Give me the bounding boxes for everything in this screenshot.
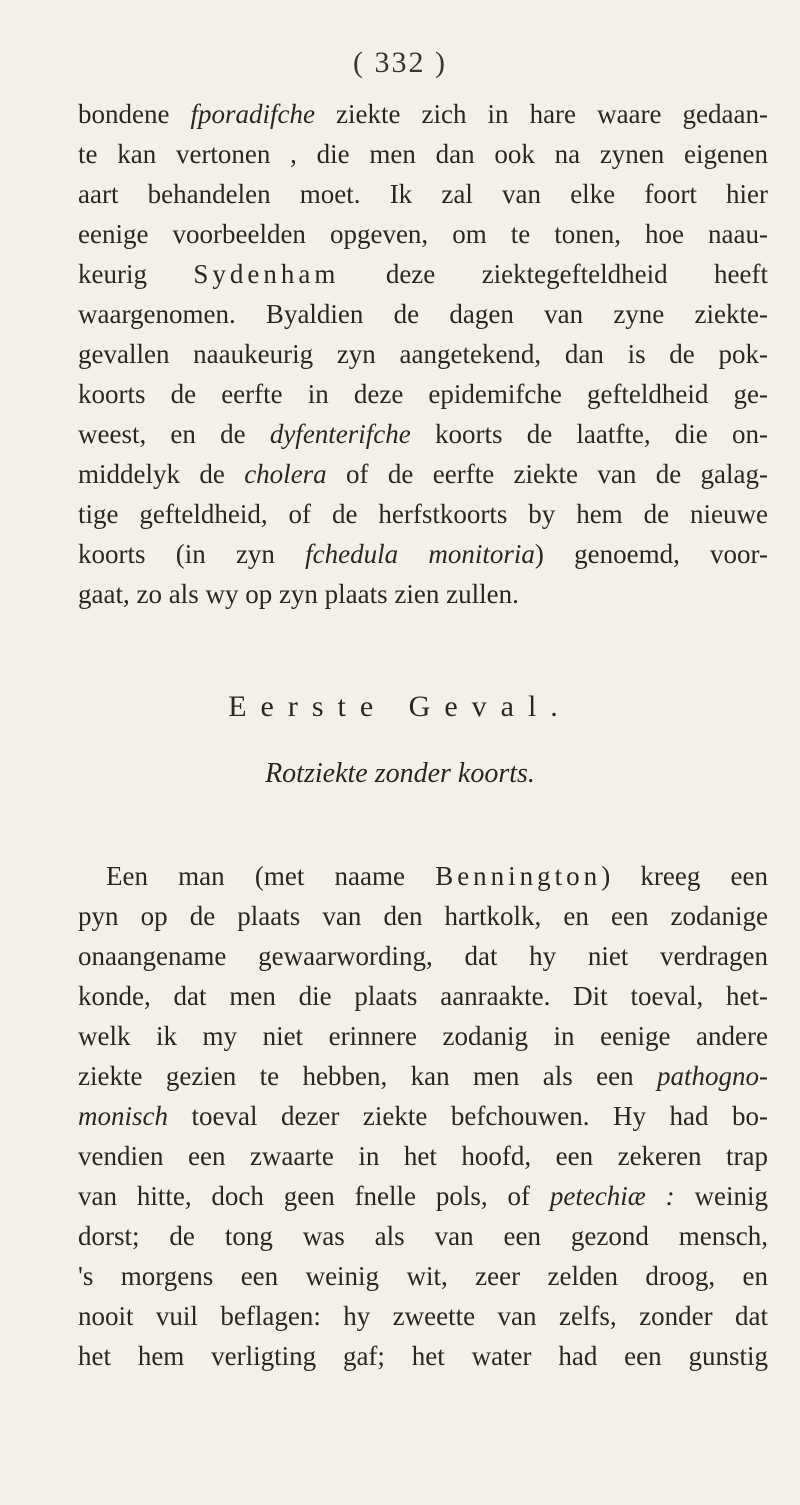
text-line: Een man (met naame Bennington) kreeg een <box>106 861 768 891</box>
text-line: gevallen naaukeurig zyn aangetekend, dan is de pok- <box>78 339 768 369</box>
text-line: keurig Sydenham deze ziektegefteldheid heeft <box>78 259 768 289</box>
text-line: ziekte gezien te hebben, kan men als een pathogno- <box>78 1061 768 1091</box>
text-line: welk ik my niet erinnere zodanig in eenige andere <box>78 1021 768 1051</box>
text-line: bondene fporadifche ziekte zich in hare waare gedaan- <box>78 99 768 129</box>
page-number: ( 332 ) <box>353 46 447 79</box>
text-line: konde, dat men die plaats aanraakte. Dit toeval, het- <box>78 981 768 1011</box>
text-line: 's morgens een weinig wit, zeer zelden droog, en <box>78 1261 768 1291</box>
text-line: onaangename gewaarwording, dat hy niet verdragen <box>78 941 768 971</box>
case-heading: Eerste Geval. <box>228 690 572 723</box>
paragraph-case <box>78 856 768 1376</box>
text-line: aart behandelen moet. Ik zal van elke foort hier <box>78 179 768 209</box>
text-line: gaat, zo als wy op zyn plaats zien zullen. <box>78 579 519 609</box>
case-subtitle: Rotziekte zonder koorts. <box>265 758 535 789</box>
text-line: van hitte, doch geen fnelle pols, of petechiæ : weinig <box>78 1181 768 1211</box>
text-line: waargenomen. Byaldien de dagen van zyne ziekte- <box>78 299 768 329</box>
text-line: vendien een zwaarte in het hoofd, een zekeren trap <box>78 1141 768 1171</box>
paragraph-intro <box>78 94 768 614</box>
text-line: te kan vertonen , die men dan ook na zynen eigenen <box>78 139 768 169</box>
text-line: eenige voorbeelden opgeven, om te tonen, hoe naau- <box>78 219 768 249</box>
patient-name: Bennington <box>435 861 602 891</box>
text-line: koorts (in zyn fchedula monitoria) genoemd, voor- <box>78 539 769 569</box>
text-line: dorst; de tong was als van een gezond mensch, <box>78 1221 768 1251</box>
text-line: koorts de eerfte in deze epidemifche gefteldheid ge- <box>78 379 768 409</box>
text-line: pyn op de plaats van den hartkolk, en een zodanige <box>78 901 768 931</box>
text-line: weest, en de dyfenterifche koorts de laatfte, die on- <box>78 419 768 449</box>
author-name: Sydenham <box>193 259 340 289</box>
text-line: het hem verligting gaf; het water had een gunstig <box>78 1341 768 1371</box>
text-line: middelyk de cholera of de eerfte ziekte van de galag- <box>78 459 768 489</box>
text-line: tige gefteldheid, of de herfstkoorts by hem de nieuwe <box>78 499 768 529</box>
text-line: monisch toeval dezer ziekte befchouwen. Hy had bo- <box>78 1101 768 1131</box>
text-line: nooit vuil beflagen: hy zweette van zelfs, zonder dat <box>78 1301 768 1331</box>
